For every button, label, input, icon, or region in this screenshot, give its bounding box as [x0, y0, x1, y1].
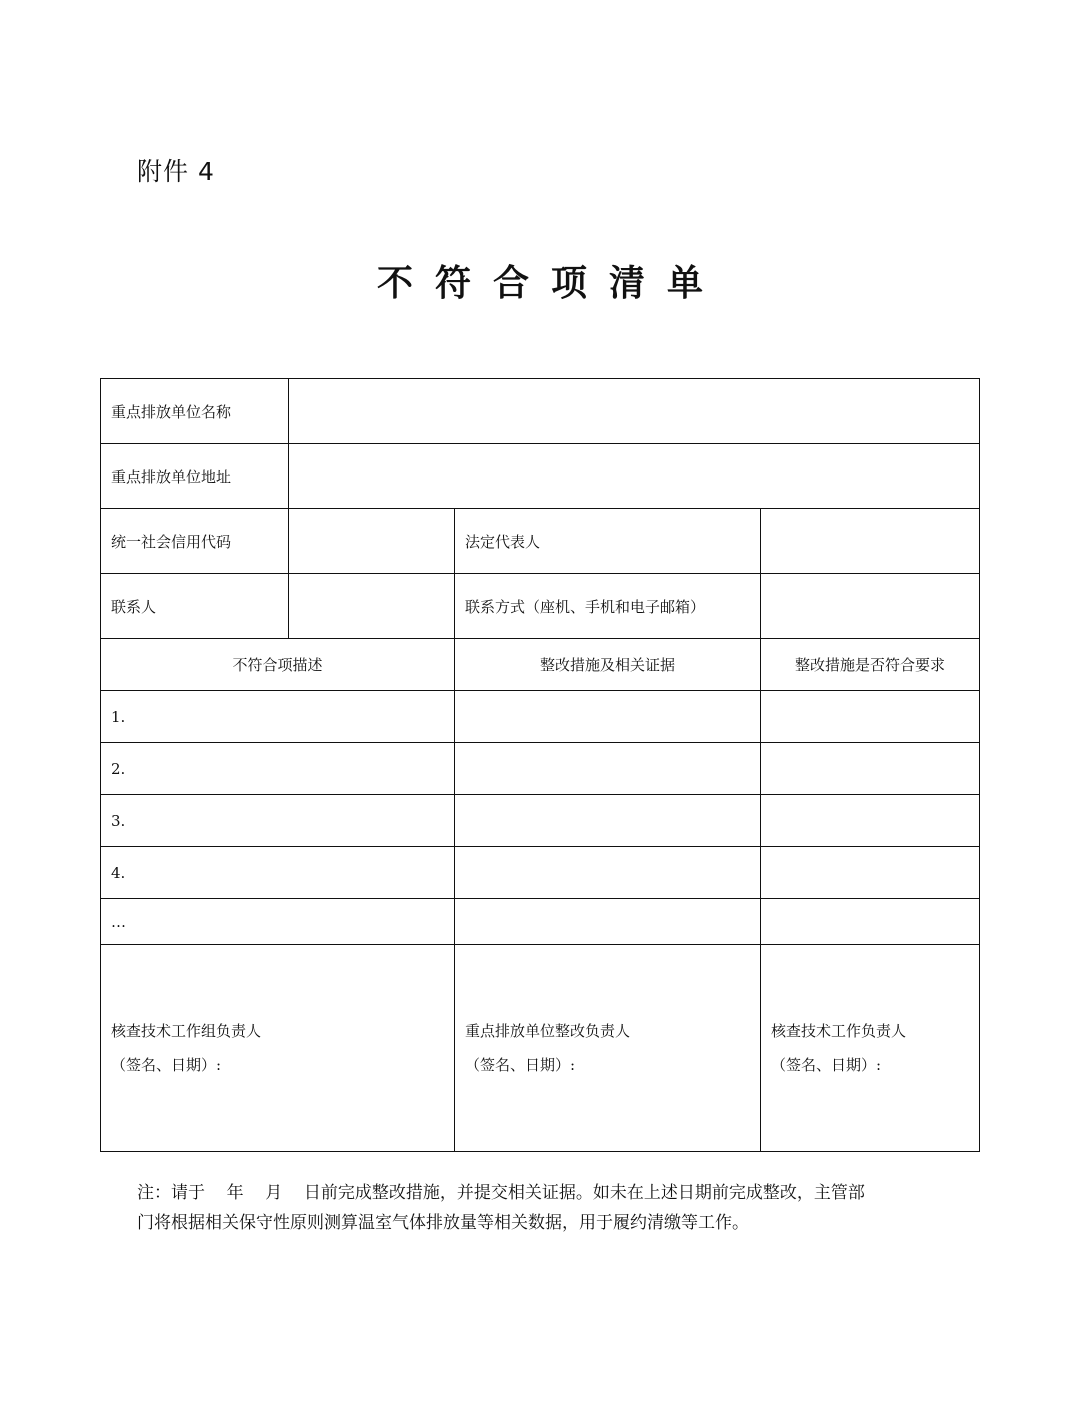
item-compliance-cell[interactable] — [761, 795, 980, 847]
footnote — [137, 1178, 947, 1238]
column-header-measures: 整改措施及相关证据 — [455, 639, 761, 691]
item-compliance-cell[interactable] — [761, 691, 980, 743]
credit-code-label: 统一社会信用代码 — [101, 509, 289, 574]
table-row — [101, 743, 980, 795]
item-description-cell[interactable]: 4. — [101, 847, 455, 899]
item-measure-cell[interactable] — [455, 795, 761, 847]
unit-address-field[interactable] — [289, 444, 980, 509]
unit-name-row — [101, 379, 980, 444]
legal-rep-field[interactable] — [761, 509, 980, 574]
item-measure-cell[interactable] — [455, 847, 761, 899]
page-title: 不符合项清单 — [376, 262, 725, 304]
item-description-cell[interactable]: 1. — [101, 691, 455, 743]
signature-role: 核查技术工作组负责人 — [111, 1022, 262, 1040]
credit-code-field[interactable] — [289, 509, 455, 574]
contact-method-field[interactable] — [761, 574, 980, 639]
signature-hint: （签名、日期）: — [111, 1056, 222, 1074]
column-header-compliance: 整改措施是否符合要求 — [761, 639, 980, 691]
table-row — [101, 795, 980, 847]
unit-address-row — [101, 444, 980, 509]
legal-rep-label: 法定代表人 — [455, 509, 761, 574]
item-compliance-cell[interactable] — [761, 899, 980, 945]
signature-hint: （签名、日期）: — [465, 1056, 576, 1074]
unit-address-label: 重点排放单位地址 — [101, 444, 289, 509]
signature-hint: （签名、日期）: — [771, 1056, 882, 1074]
signature-role: 重点排放单位整改负责人 — [465, 1022, 631, 1040]
item-description-cell[interactable]: 2. — [101, 743, 455, 795]
item-compliance-cell[interactable] — [761, 847, 980, 899]
footnote-line-1: 注：请于 年 月 日前完成整改措施，并提交相关证据。如未在上述日期前完成整改，主管部 — [137, 1183, 865, 1203]
signature-cell-unit-rectification[interactable] — [455, 945, 761, 1152]
item-measure-cell[interactable] — [455, 899, 761, 945]
item-description-cell[interactable]: … — [101, 899, 455, 945]
item-description-cell[interactable]: 3. — [101, 795, 455, 847]
contact-field[interactable] — [289, 574, 455, 639]
item-measure-cell[interactable] — [455, 743, 761, 795]
signature-role: 核查技术工作负责人 — [771, 1022, 907, 1040]
attachment-label: 附件 4 — [137, 157, 215, 186]
credit-code-row — [101, 509, 980, 574]
item-measure-cell[interactable] — [455, 691, 761, 743]
signature-row — [101, 945, 980, 1152]
column-header-description: 不符合项描述 — [101, 639, 455, 691]
table-row — [101, 691, 980, 743]
unit-name-field[interactable] — [289, 379, 980, 444]
table-row — [101, 847, 980, 899]
contact-label: 联系人 — [101, 574, 289, 639]
nonconformity-form — [100, 378, 980, 1152]
signature-cell-verification-team[interactable] — [101, 945, 455, 1152]
signature-cell-verification-lead[interactable] — [761, 945, 980, 1152]
contact-method-label: 联系方式（座机、手机和电子邮箱） — [455, 574, 761, 639]
column-header-row — [101, 639, 980, 691]
contact-row — [101, 574, 980, 639]
unit-name-label: 重点排放单位名称 — [101, 379, 289, 444]
table-row — [101, 899, 980, 945]
footnote-line-2: 门将根据相关保守性原则测算温室气体排放量等相关数据，用于履约清缴等工作。 — [137, 1213, 749, 1233]
item-compliance-cell[interactable] — [761, 743, 980, 795]
